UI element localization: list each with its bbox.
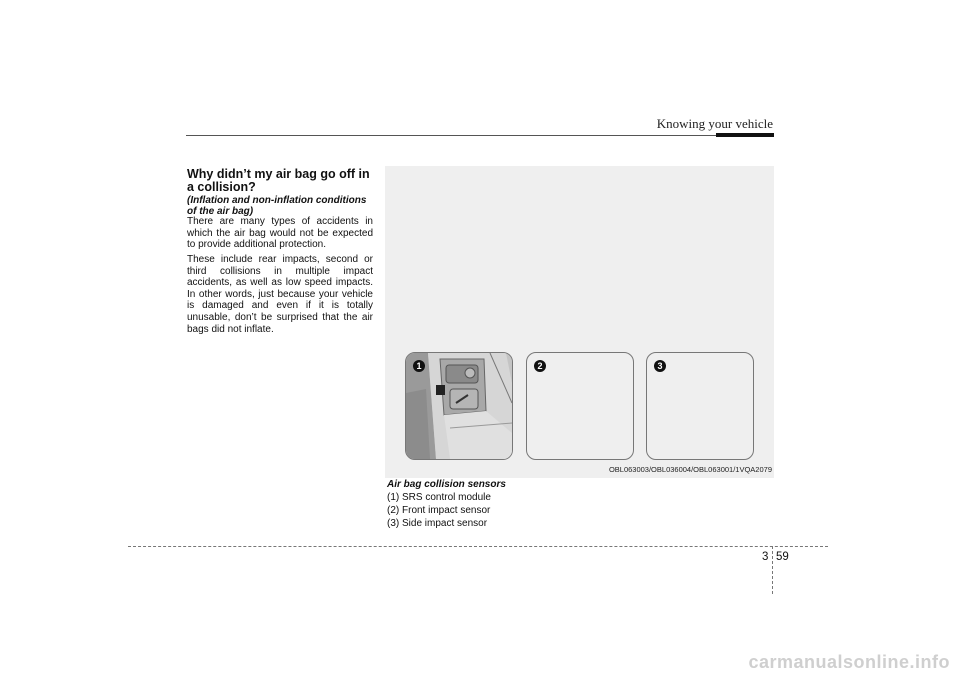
footer-divider xyxy=(772,546,773,594)
chapter-number: 3 xyxy=(762,551,769,563)
caption-item: (3) Side impact sensor xyxy=(387,518,488,529)
panel-number-badge: 1 xyxy=(413,360,425,372)
caption-title: Air bag collision sensors xyxy=(387,479,506,490)
panel-number-badge: 3 xyxy=(654,360,666,372)
body-paragraph-1: There are many types of accidents in which the air bag would not be expected to provide additional protection. xyxy=(187,216,373,251)
panel-side-impact-sensor xyxy=(646,352,754,460)
watermark: carmanualsonline.info xyxy=(748,652,950,672)
caption-item: (2) Front impact sensor xyxy=(387,505,491,516)
header-title: Knowing your vehicle xyxy=(656,116,773,131)
panel-front-impact-sensor xyxy=(526,352,634,460)
section-heading: Why didn’t my air bag go off in a collision? xyxy=(187,167,370,194)
panel-number-badge: 2 xyxy=(534,360,546,372)
figure-code: OBL063003/OBL036004/OBL063001/1VQA2079 xyxy=(608,465,772,474)
footer-rule xyxy=(128,546,828,547)
body-paragraph-2: These include rear impacts, second or third collisions in multiple impact accidents, as well as low speed impacts. In other words, just because your vehicle is damaged and even if it is totally unusable, don’t be surprised that the air bags did not inflate. xyxy=(187,254,373,335)
page-number: 59 xyxy=(776,551,789,563)
caption-item: (1) SRS control module xyxy=(387,492,491,503)
panel-srs-control-module xyxy=(405,352,513,460)
header-rule-accent xyxy=(716,133,774,137)
figure xyxy=(385,166,774,478)
header-rule xyxy=(186,135,716,136)
section-subheading: (Inflation and non-inflation conditions of the air bag) xyxy=(187,195,367,217)
